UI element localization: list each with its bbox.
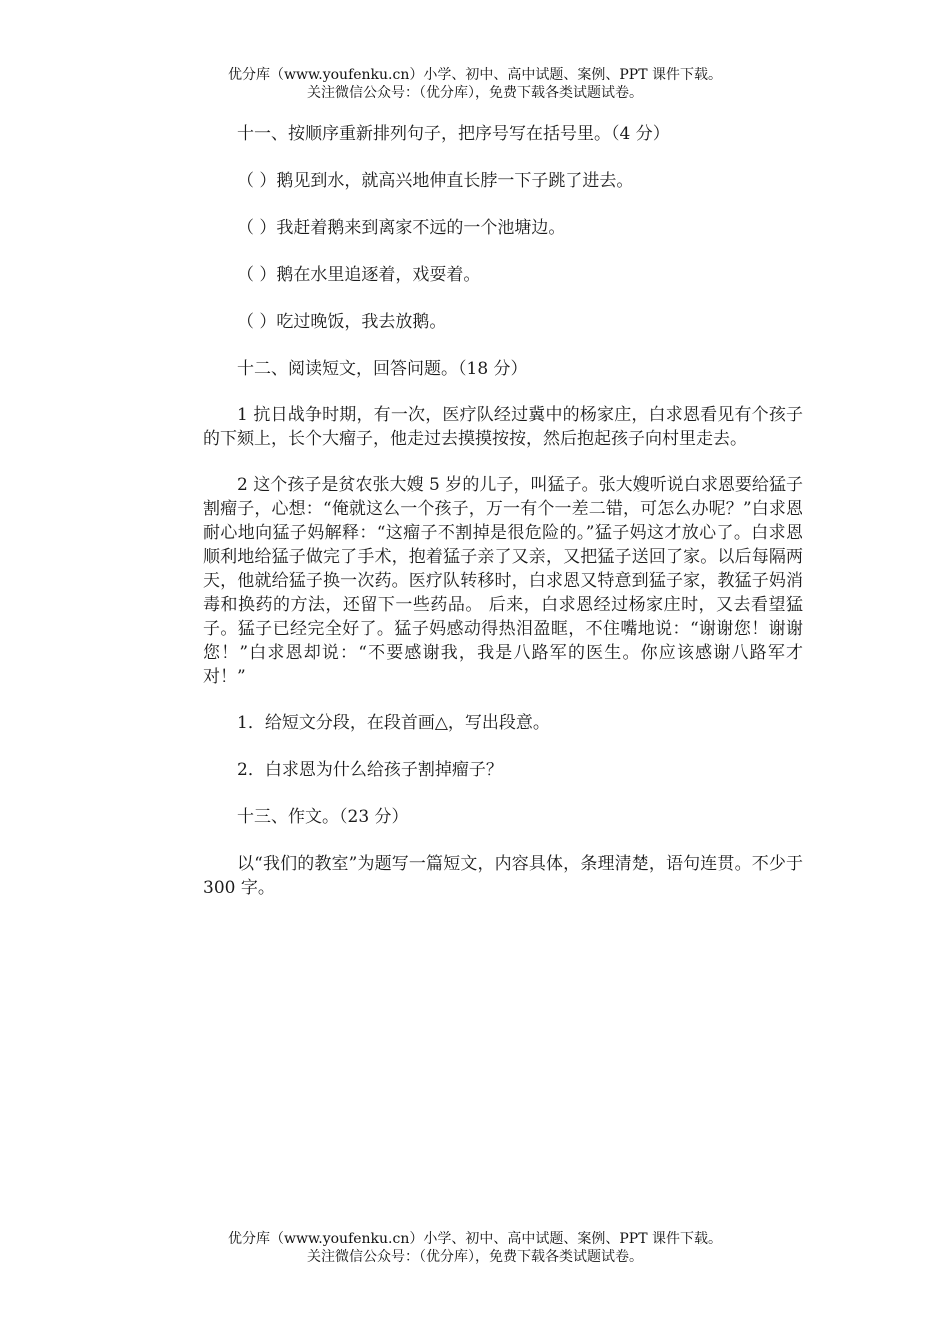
question-2: 2．白求恩为什么给孩子割掉瘤子？ [237,760,503,780]
footer-line-1: 优分库（www.youfenku.cn）小学、初中、高中试题、案例、PPT 课件下载。 [227,1231,722,1247]
question-1: 1．给短文分段，在段首画△，写出段意。 [237,713,550,733]
section-12-title: 十二、阅读短文，回答问题。（18 分） [237,359,528,379]
footer-line-2: 关注微信公众号：（优分库），免费下载各类试题试卷。 [307,1249,643,1265]
header-line-1: 优分库（www.youfenku.cn）小学、初中、高中试题、案例、PPT 课件下载。 [227,67,722,83]
page-header [0,66,950,102]
reading-paragraph-1: 1 抗日战争时期，有一次，医疗队经过冀中的杨家庄，白求恩看见有个孩子的下颏上，长个大瘤子，他走过去摸摸按按，然后抱起孩子向村里走去。 [203,405,803,449]
reorder-item-4: （ ）吃过晚饭，我去放鹅。 [237,312,447,332]
document-body [203,122,803,900]
reading-paragraph-2: 2 这个孩子是贫农张大嫂 5 岁的儿子，叫猛子。张大嫂听说白求恩要给猛子割瘤子，心想：“俺就这么一个孩子，万一有个一差二错，可怎么办呢？”白求恩耐心地向猛子妈解释：“这瘤子不割掉是很危险的。”猛子妈这才放心了。白求恩顺利地给猛子做完了手术，抱着猛子亲了又亲，又把猛子送回了家。以后每隔两天，他就给猛子换一次药。医疗队转移时，白求恩又特意到猛子家，教猛子妈消毒和换药的方法，还留下一些药品。 后来，白求恩经过杨家庄时，又去看望猛子。猛子已经完全好了。猛子妈感动得热泪盈眶，不住嘴地说：“谢谢您！谢谢您！”白求恩却说：“不要感谢我，我是八路军的医生。你应该感谢八路军才对！” [203,475,803,687]
section-13-title: 十三、作文。（23 分） [237,807,409,827]
section-11-title: 十一、按顺序重新排列句子，把序号写在括号里。（4 分） [237,124,670,144]
reorder-item-3: （ ）鹅在水里追逐着，戏耍着。 [237,265,481,285]
header-line-2: 关注微信公众号：（优分库），免费下载各类试题试卷。 [307,85,643,101]
page-footer [0,1230,950,1266]
reorder-item-1: （ ）鹅见到水，就高兴地伸直长脖一下子跳了进去。 [237,171,634,191]
reorder-item-2: （ ）我赶着鹅来到离家不远的一个池塘边。 [237,218,566,238]
composition-prompt: 以“我们的教室”为题写一篇短文，内容具体，条理清楚，语句连贯。不少于 300 字。 [203,854,803,898]
